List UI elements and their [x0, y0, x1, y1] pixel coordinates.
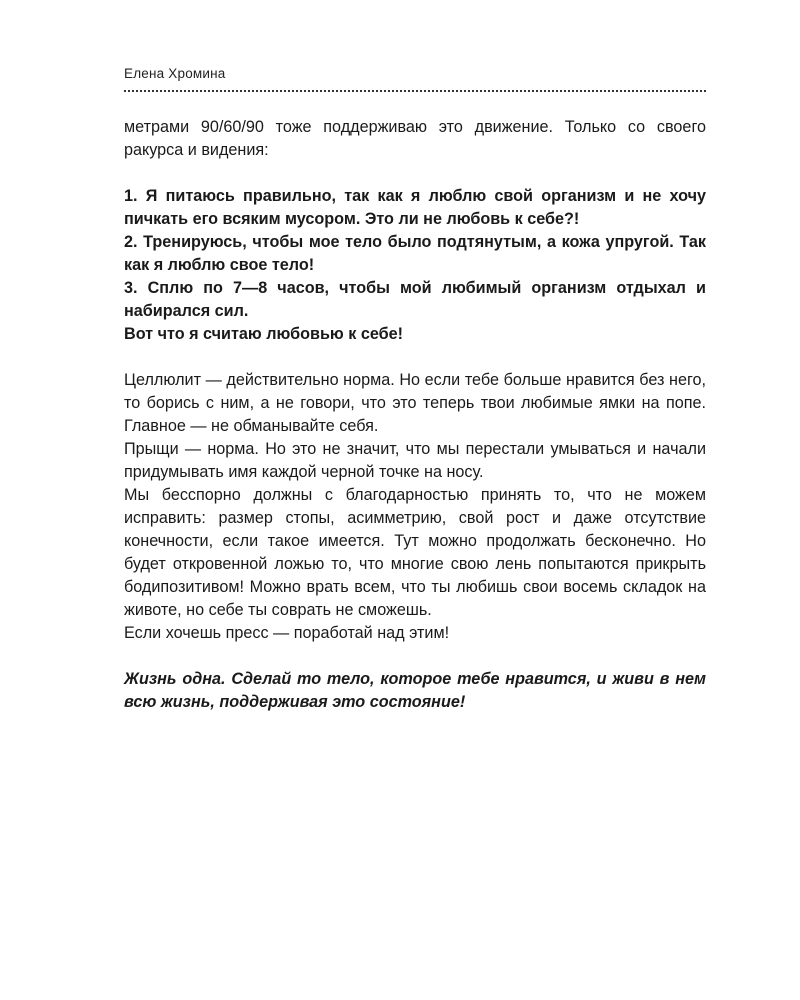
paragraph-gap [124, 162, 706, 185]
header-dotted-divider [124, 90, 706, 92]
list-item-2: 2. Тренируюсь, чтобы мое тело было подтянутым, а кожа упругой. Так как я люблю свое тело! [124, 233, 706, 274]
paragraph-acceptance: Мы бесспорно должны с благодарностью принять то, что не можем исправить: размер стопы, асимметрию, свой рост и даже отсутствие конечности, если такое имеется. Тут можно продолжать бесконечно. Но будет откровенной ложью то, что многие свою лень попытаются прикрыть бодипозитивом! Можно врать всем, что ты любишь свои восемь складок на животе, но себе ты соврать не сможешь. [124, 486, 706, 619]
paragraph-press: Если хочешь пресс — поработай над этим! [124, 624, 450, 642]
list-item-3: 3. Сплю по 7—8 часов, чтобы мой любимый организм отдыхал и набирался сил. [124, 279, 706, 320]
list-item-1: 1. Я питаюсь правильно, так как я люблю свой организм и не хочу пичкать его всяким мусором. Это ли не любовь к себе?! [124, 187, 706, 228]
closing-statement: Жизнь одна. Сделай то тело, которое тебе нравится, и живи в нем всю жизнь, поддерживая это состояние! [124, 670, 706, 711]
paragraph-cellulite: Целлюлит — действительно норма. Но если тебе больше нравится без него, то борись с ним, а не говори, что это теперь твои любимые ямки на попе. Главное — не обманывайте себя. [124, 371, 706, 435]
body-text [124, 116, 706, 714]
paragraph-gap [124, 346, 706, 369]
list-conclusion: Вот что я считаю любовью к себе! [124, 325, 404, 343]
paragraph-gap [124, 645, 706, 668]
running-head-author: Елена Хромина [124, 66, 226, 81]
intro-paragraph: метрами 90/60/90 тоже поддерживаю это движение. Только со своего ракурса и видения: [124, 118, 706, 159]
paragraph-acne: Прыщи — норма. Но это не значит, что мы перестали умываться и начали придумывать имя каждой черной точке на носу. [124, 440, 706, 481]
